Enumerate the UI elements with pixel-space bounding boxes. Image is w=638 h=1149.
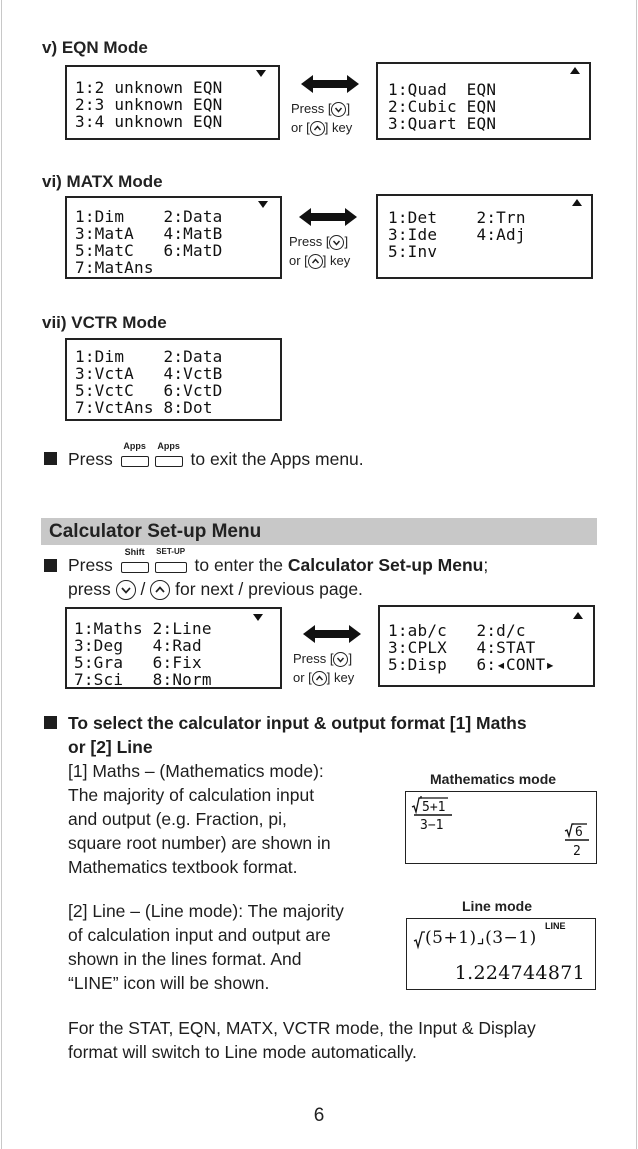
apps-key-icon bbox=[154, 441, 184, 469]
format-title bbox=[68, 711, 527, 759]
down-arrow-key-icon bbox=[333, 652, 348, 667]
eqn-right-screen bbox=[376, 62, 591, 140]
up-arrow-key-icon bbox=[310, 121, 325, 136]
bullet-square bbox=[44, 559, 57, 572]
press-text: ] bbox=[348, 651, 353, 666]
screen-line: 3:Quart EQN bbox=[388, 114, 497, 133]
line-indicator: LINE bbox=[545, 921, 566, 931]
key-label: Apps bbox=[123, 441, 146, 451]
exit-apps-text: to exit the Apps menu. bbox=[190, 449, 364, 469]
press-text: ] bbox=[344, 234, 349, 249]
text-line: The majority of calculation input bbox=[68, 785, 315, 805]
setup-menu-name: Calculator Set-up Menu bbox=[287, 555, 484, 575]
screen-line: 5:Gra 6:Fix bbox=[74, 653, 202, 672]
screen-line: 7:VctAns 8:Dot bbox=[75, 398, 213, 417]
press-text: or [ bbox=[289, 253, 308, 268]
math-fraction-numerator: 5+1 bbox=[422, 800, 446, 815]
key-label: Shift bbox=[124, 547, 145, 557]
text-line: square root number) are shown in bbox=[68, 833, 331, 853]
eqn-heading: v) EQN Mode bbox=[42, 38, 148, 57]
scroll-down-indicator-icon bbox=[253, 614, 263, 621]
screen-line: 5:VctC 6:VctD bbox=[75, 381, 223, 400]
setup-press-hint bbox=[293, 649, 354, 687]
exit-apps-instruction bbox=[68, 441, 364, 471]
screen-line: 3:Deg 4:Rad bbox=[74, 636, 202, 655]
vctr-screen bbox=[65, 338, 282, 421]
section-header-bar bbox=[41, 518, 597, 545]
press-text: ] key bbox=[326, 670, 355, 685]
eqn-press-hint bbox=[291, 99, 352, 137]
sqrt-symbol-icon bbox=[413, 930, 425, 950]
text-line: format will switch to Line mode automatically. bbox=[68, 1042, 417, 1062]
text-line: For the STAT, EQN, MATX, VCTR mode, the Input & Display bbox=[68, 1018, 536, 1038]
screen-line: 3:Ide 4:Adj bbox=[388, 225, 526, 244]
line-mode-screen bbox=[406, 918, 596, 990]
math-result-denominator: 2 bbox=[573, 844, 581, 859]
separator: / bbox=[140, 579, 146, 599]
bullet-square bbox=[44, 716, 57, 729]
press-text: Press [ bbox=[291, 101, 332, 116]
press-text: or [ bbox=[291, 120, 310, 135]
up-arrow-key-icon bbox=[150, 580, 170, 600]
matx-heading: vi) MATX Mode bbox=[42, 172, 163, 191]
screen-line: 1:Det 2:Trn bbox=[388, 208, 526, 227]
press-text: ] key bbox=[324, 120, 353, 135]
line-input-expression: (5+1)⌟(3−1) bbox=[425, 928, 537, 948]
page-number: 6 bbox=[313, 1105, 325, 1126]
setup-instruction-line1 bbox=[68, 547, 489, 577]
up-arrow-key-icon bbox=[308, 254, 323, 269]
screen-line: 1:Dim 2:Data bbox=[75, 347, 223, 366]
press-text: Press [ bbox=[293, 651, 334, 666]
setup-right-screen bbox=[378, 605, 595, 687]
press-word: Press bbox=[68, 449, 113, 469]
text-line: of calculation input and output are bbox=[68, 925, 331, 945]
matx-left-screen bbox=[65, 196, 282, 279]
screen-line: 3:CPLX 4:STAT bbox=[388, 638, 536, 657]
screen-line: 2:3 unknown EQN bbox=[75, 95, 223, 114]
line-description bbox=[68, 899, 344, 995]
down-arrow-key-icon bbox=[329, 235, 344, 250]
screen-line: 7:Sci 8:Norm bbox=[74, 670, 212, 689]
eqn-left-screen bbox=[65, 65, 280, 140]
setup-instruction-line2 bbox=[68, 577, 363, 601]
line-result: 1.224744871 bbox=[454, 962, 585, 984]
text-line: shown in the lines format. And bbox=[68, 949, 302, 969]
up-arrow-key-icon bbox=[312, 671, 327, 686]
setup-key-icon bbox=[154, 547, 188, 575]
double-arrow-icon bbox=[303, 625, 361, 643]
vctr-heading: vii) VCTR Mode bbox=[42, 313, 167, 332]
matx-press-hint bbox=[289, 232, 350, 270]
text-line: “LINE” icon will be shown. bbox=[68, 973, 270, 993]
setup-text: for next / previous page. bbox=[175, 579, 363, 599]
press-word: Press bbox=[68, 555, 113, 575]
matx-right-screen bbox=[376, 194, 593, 279]
press-text: Press [ bbox=[289, 234, 330, 249]
math-input-expression bbox=[410, 796, 470, 832]
screen-line: 5:Inv bbox=[388, 242, 438, 261]
setup-text: to enter the bbox=[194, 555, 284, 575]
setup-left-screen bbox=[65, 607, 282, 689]
press-text: ] bbox=[346, 101, 351, 116]
footer-note bbox=[68, 1016, 536, 1064]
page-border-left bbox=[1, 0, 2, 1149]
screen-line: 1:Quad EQN bbox=[388, 80, 497, 99]
screen-line: 1:ab/c 2:d/c bbox=[388, 621, 526, 640]
press-text: or [ bbox=[293, 670, 312, 685]
math-mode-screen bbox=[405, 791, 597, 864]
text-line: [1] Maths – (Mathematics mode): bbox=[68, 761, 324, 781]
math-mode-caption: Mathematics mode bbox=[430, 771, 557, 787]
screen-line: 7:MatAns bbox=[75, 258, 154, 277]
screen-line: 3:VctA 4:VctB bbox=[75, 364, 223, 383]
bullet-square bbox=[44, 452, 57, 465]
screen-line: 3:4 unknown EQN bbox=[75, 112, 223, 131]
line-mode-caption: Line mode bbox=[462, 898, 533, 914]
scroll-up-indicator-icon bbox=[572, 199, 582, 206]
screen-line: 3:MatA 4:MatB bbox=[75, 224, 223, 243]
math-fraction-denominator: 3−1 bbox=[420, 818, 444, 832]
maths-description bbox=[68, 759, 331, 879]
double-arrow-icon bbox=[301, 75, 359, 93]
double-arrow-icon bbox=[299, 208, 357, 226]
scroll-up-indicator-icon bbox=[570, 67, 580, 74]
screen-line: 1:Dim 2:Data bbox=[75, 207, 223, 226]
down-arrow-key-icon bbox=[331, 102, 346, 117]
press-word: press bbox=[68, 579, 111, 599]
page-border-right bbox=[636, 0, 637, 1149]
scroll-down-indicator-icon bbox=[256, 70, 266, 77]
screen-line: 1:2 unknown EQN bbox=[75, 78, 223, 97]
key-label: SET-UP bbox=[156, 547, 186, 556]
screen-line: 5:MatC 6:MatD bbox=[75, 241, 223, 260]
down-arrow-key-icon bbox=[116, 580, 136, 600]
screen-line: 2:Cubic EQN bbox=[388, 97, 497, 116]
scroll-up-indicator-icon bbox=[573, 612, 583, 619]
format-title-line: or [2] Line bbox=[68, 737, 153, 757]
text-line: and output (e.g. Fraction, pi, bbox=[68, 809, 287, 829]
screen-line: 5:Disp 6:◂CONT▸ bbox=[388, 655, 556, 674]
text-line: Mathematics textbook format. bbox=[68, 857, 298, 877]
section-title: Calculator Set-up Menu bbox=[49, 521, 262, 542]
scroll-down-indicator-icon bbox=[258, 201, 268, 208]
format-title-line: To select the calculator input & output format [1] Maths bbox=[68, 713, 527, 733]
shift-key-icon bbox=[120, 547, 150, 575]
math-result-expression bbox=[563, 822, 593, 860]
setup-text: ; bbox=[483, 555, 489, 575]
press-text: ] key bbox=[322, 253, 351, 268]
key-label: Apps bbox=[157, 441, 180, 451]
math-result-numerator: 6 bbox=[575, 825, 583, 840]
screen-line: 1:Maths 2:Line bbox=[74, 619, 212, 638]
apps-key-icon bbox=[120, 441, 150, 469]
text-line: [2] Line – (Line mode): The majority bbox=[68, 901, 344, 921]
